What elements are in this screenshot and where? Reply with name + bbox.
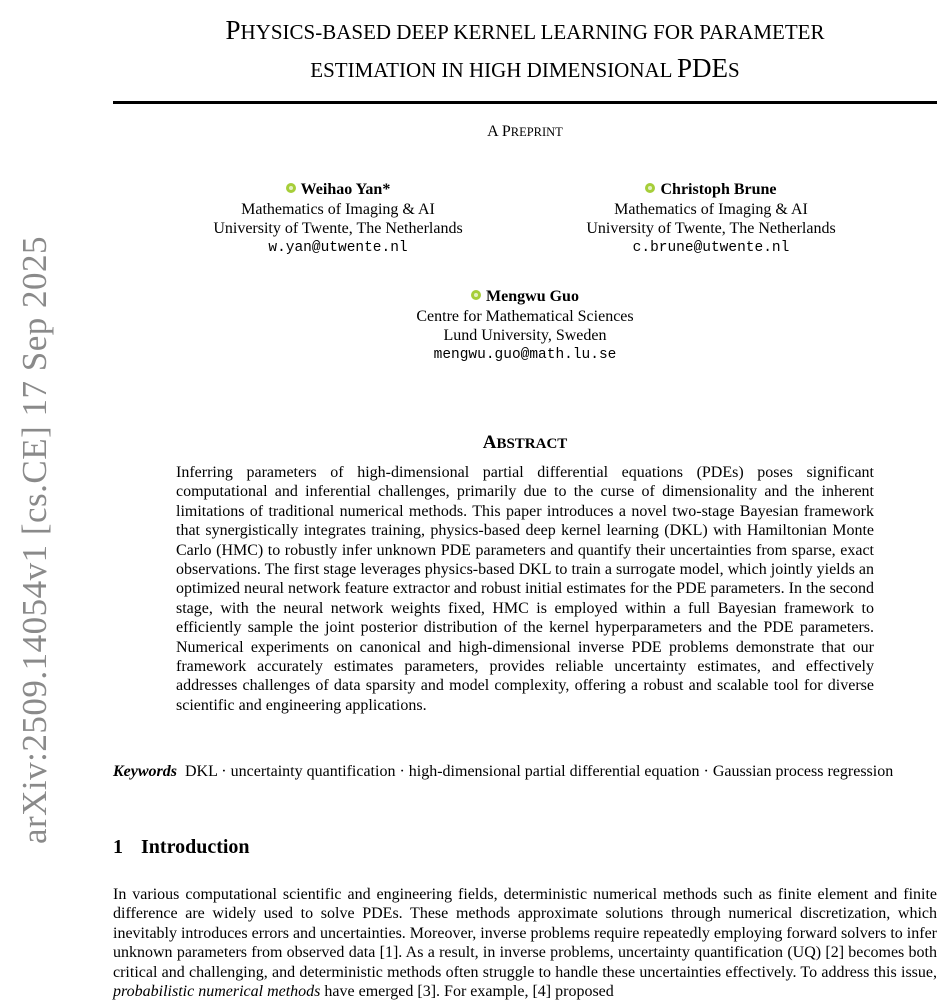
orcid-icon[interactable] bbox=[286, 183, 296, 193]
author-name: Mengwu Guo bbox=[360, 287, 690, 307]
arxiv-identifier-stamp: arXiv:2509.14054v1 [cs.CE] 17 Sep 2025 bbox=[15, 235, 54, 845]
section-number: 1 bbox=[113, 836, 123, 858]
abstract-text: Inferring parameters of high-dimensional partial differential equations (PDEs) poses significant computational and inferential challenges, primarily due to the curse of dimensionality and the inherent limitations of traditional numerical methods. This paper introduces a novel two-stage Bayesian framework that synergistically integrates training, physics-based deep kernel learning (DKL) with Hamiltonian Monte Carlo (HMC) to robustly infer unknown PDE parameters and quantify their uncertainties from sparse, exact observations. The first stage leverages physics-based DKL to train a surrogate model, which jointly yields an optimized neural network feature extractor and robust initial estimates for the PDE parameters. In the second stage, with the neural network weights fixed, HMC is employed within a full Bayesian framework to efficiently sample the joint posterior distribution of the kernel hyperparameters and the PDE parameters. Numerical experiments on canonical and high-dimensional inverse PDE problems demonstrate that our framework accurately estimates parameters, provides reliable uncertainty estimates, and effectively addresses challenges of data sparsity and model complexity, offering a robust and scalable tool for diverse scientific and engineering applications. bbox=[176, 464, 874, 714]
keywords-text: DKL · uncertainty quantification · high-dimensional partial differential equation · Gaussian process regression bbox=[185, 763, 894, 780]
author-block-2 bbox=[546, 180, 876, 258]
author-department: Mathematics of Imaging & AI bbox=[614, 200, 808, 218]
introduction-paragraph: In various computational scientific and engineering fields, deterministic numerical methods such as finite element and finite difference are widely used to solve PDEs. These methods approximate solutions through numerical discretization, which inevitably introduces errors and uncertainties. Moreover, inverse problems require repeatedly employing forward solvers to infer unknown parameters from observed data [1]. As a result, in inverse problems, uncertainty quantification (UQ) [2] becomes both critical and challenging, and deterministic methods often struggle to handle these uncertainties effectively. To address this issue, probabilistic numerical methods have emerged [3]. For example, [4] proposed bbox=[113, 886, 937, 1001]
author-name: Weihao Yan* bbox=[173, 180, 503, 200]
author-department: Centre for Mathematical Sciences bbox=[416, 307, 634, 325]
author-affiliation: University of Twente, The Netherlands bbox=[213, 220, 463, 237]
author-email[interactable]: mengwu.guo@math.lu.se bbox=[433, 346, 617, 363]
section-title: Introduction bbox=[141, 836, 250, 858]
orcid-icon[interactable] bbox=[471, 290, 481, 300]
orcid-icon[interactable] bbox=[645, 183, 655, 193]
author-name: Christoph Brune bbox=[546, 180, 876, 200]
author-block-3 bbox=[360, 287, 690, 365]
author-email[interactable]: c.brune@utwente.nl bbox=[632, 239, 790, 256]
emphasized-term: probabilistic numerical methods bbox=[113, 983, 321, 1001]
title-rule bbox=[113, 101, 937, 104]
author-block-1 bbox=[173, 180, 503, 258]
author-affiliation: Lund University, Sweden bbox=[443, 327, 607, 344]
abstract-heading: ABSTRACT bbox=[482, 432, 568, 453]
paper-title bbox=[113, 12, 937, 88]
title-line-2: ESTIMATION IN HIGH DIMENSIONAL PDES bbox=[310, 53, 740, 83]
preprint-label: A PREPRINT bbox=[487, 123, 563, 140]
title-line-1: PHYSICS-BASED DEEP KERNEL LEARNING FOR PARAMETER bbox=[225, 15, 825, 45]
author-affiliation: University of Twente, The Netherlands bbox=[586, 220, 836, 237]
keywords-line bbox=[113, 762, 937, 781]
author-email[interactable]: w.yan@utwente.nl bbox=[268, 239, 408, 256]
keywords-label: Keywords bbox=[113, 763, 177, 780]
section-heading-introduction bbox=[113, 836, 250, 859]
author-department: Mathematics of Imaging & AI bbox=[241, 200, 435, 218]
